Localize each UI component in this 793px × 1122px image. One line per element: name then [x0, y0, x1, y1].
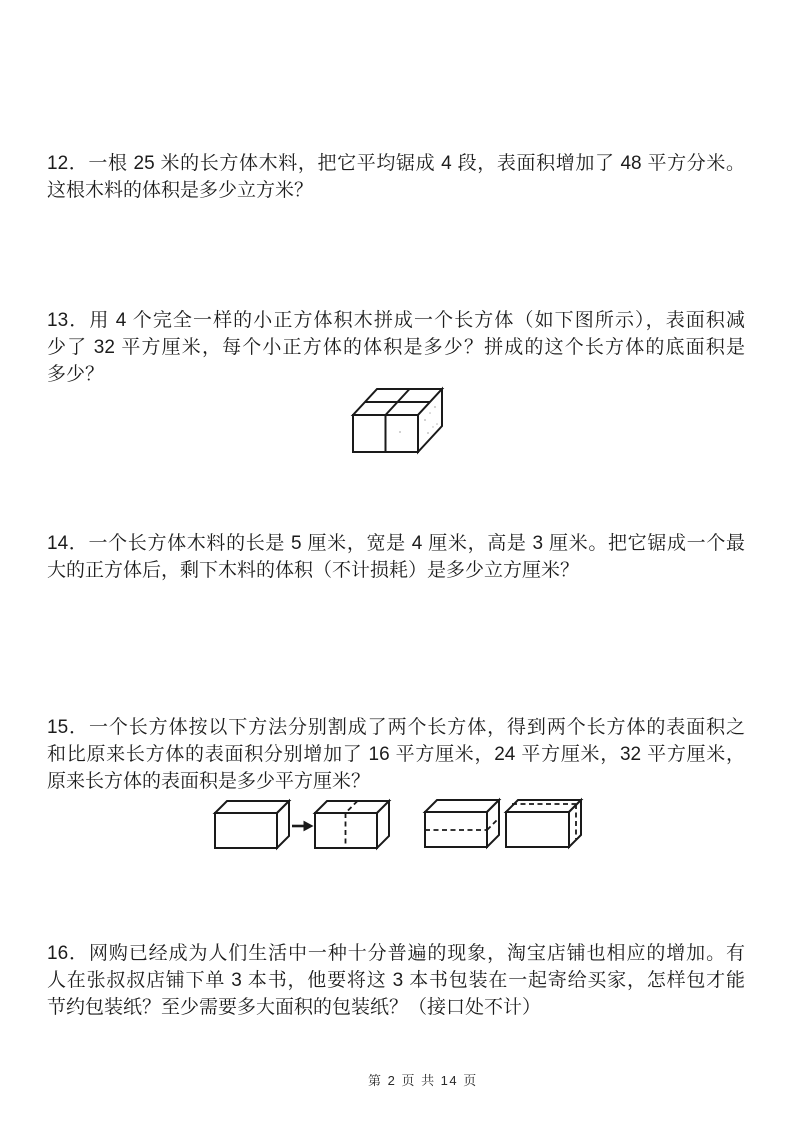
question-14	[47, 530, 745, 584]
question-15-line-1: 15．一个长方体按以下方法分别割成了两个长方体，得到两个长方体的表面积之	[47, 717, 745, 738]
question-16-line-3: 节约包装纸？至少需要多大面积的包装纸？（接口处不计）	[47, 997, 542, 1018]
question-14-line-2: 大的正方体后，剩下木料的体积（不计损耗）是多少立方厘米？	[47, 560, 580, 581]
page-footer: 第 2 页 共 14 页	[368, 1073, 478, 1088]
question-12-line-2: 这根木料的体积是多少立方米？	[47, 180, 314, 201]
question-15	[47, 714, 745, 795]
question-16-line-1: 16．网购已经成为人们生活中一种十分普遍的现象，淘宝店铺也相应的增加。有	[47, 943, 745, 964]
question-14-line-1: 14．一个长方体木料的长是 5 厘米，宽是 4 厘米，高是 3 厘米。把它锯成一个最	[47, 533, 745, 554]
question-12	[47, 150, 745, 204]
question-15-line-3: 原来长方体的表面积是多少平方厘米？	[47, 771, 371, 792]
question-12-line-1: 12．一根 25 米的长方体木料，把它平均锯成 4 段，表面积增加了 48 平方分米。	[47, 153, 745, 174]
question-13-line-2: 少了 32 平方厘米，每个小正方体的体积是多少？拼成的这个长方体的底面积是	[47, 337, 745, 358]
figure-cuboid-cutting-methods	[200, 789, 600, 863]
question-13-line-3: 多少？	[47, 364, 105, 385]
figure-four-cubes-cuboid	[340, 380, 462, 472]
question-16	[47, 940, 745, 1021]
question-13	[47, 307, 745, 388]
question-15-line-2: 和比原来长方体的表面积分别增加了 16 平方厘米，24 平方厘米，32 平方厘米，	[47, 744, 745, 765]
question-16-line-2: 人在张叔叔店铺下单 3 本书，他要将这 3 本书包装在一起寄给买家，怎样包才能	[47, 970, 745, 991]
question-13-line-1: 13．用 4 个完全一样的小正方体积木拼成一个长方体（如下图所示），表面积减	[47, 310, 745, 331]
